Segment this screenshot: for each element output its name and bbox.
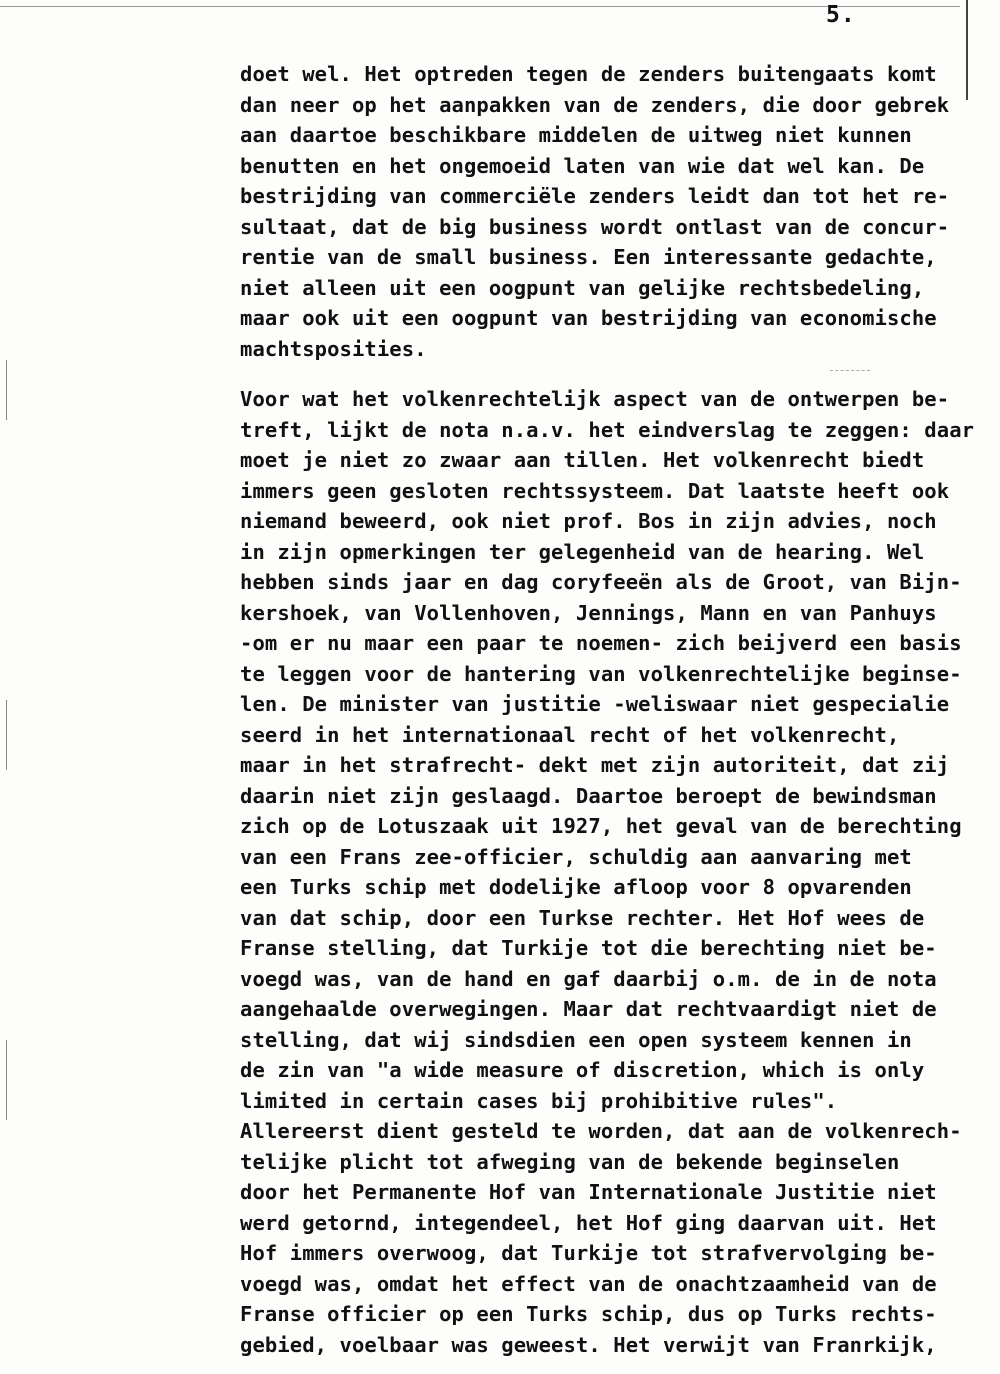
page-number: 5. [826,2,856,28]
text-line: hebben sinds jaar en dag coryfeeën als de Groot, van Bijn- [240,570,962,594]
paragraph [240,59,980,364]
text-line: stelling, dat wij sindsdien een open systeem kennen in [240,1027,912,1052]
left-margin-mark [6,1040,7,1120]
text-line: maar in het strafrecht- dekt met zijn autoriteit, dat zij [240,753,950,777]
pencil-scratch [830,370,870,371]
text-line: seerd in het internationaal recht of het volkenrecht, [240,722,900,747]
text-line: gebied, voelbaar was geweest. Het verwijt van Franrkijk, [240,1332,937,1357]
text-line: te leggen voor de hantering van volkenrechtelijke beginse- [240,661,962,686]
text-line: voegd was, omdat het effect van de onachtzaamheid van de [240,1271,937,1296]
text-line: niemand beweerd, ook niet prof. Bos in zijn advies, noch [240,509,937,533]
text-line: werd getornd, integendeel, het Hof ging daarvan uit. Het [240,1210,937,1235]
text-line: Franse stelling, dat Turkije tot die berechting niet be- [240,936,937,960]
text-line: moet je niet zo zwaar aan tillen. Het volkenrecht biedt [240,448,925,472]
text-line: Hof immers overwoog, dat Turkije tot strafvervolging be- [240,1241,937,1265]
text-line: rentie van de small business. Een interessante gedachte, [240,245,937,269]
text-line: Franse officier op een Turks schip, dus op Turks rechts- [240,1302,937,1326]
text-line: aan daartoe beschikbare middelen de uitweg niet kunnen [240,123,912,147]
text-line: niet alleen uit een oogpunt van gelijke rechtsbedeling, [240,275,925,300]
left-margin-mark [6,700,7,770]
text-line: dan neer op het aanpakken van de zenders, die door gebrek [240,92,950,117]
text-line: kershoek, van Vollenhoven, Jennings, Mann en van Panhuys [240,600,937,625]
text-line: voegd was, van de hand en gaf daarbij o.m. de in de nota [240,966,937,991]
left-margin-mark [6,360,7,420]
text-line: daarin niet zijn geslaagd. Daartoe beroept de bewindsman [240,783,937,808]
text-line: een Turks schip met dodelijke afloop voor 8 opvarenden [240,875,912,899]
text-line: Allereerst dient gesteld te worden, dat aan de volkenrech- [240,1119,962,1143]
text-line: benutten en het ongemoeid laten van wie dat wel kan. De [240,153,925,178]
top-edge-rule [0,6,960,7]
text-line: machtsposities. [240,336,427,361]
text-line: immers geen gesloten rechtssysteem. Dat laatste heeft ook [240,478,950,503]
text-line: door het Permanente Hof van Internationale Justitie niet [240,1180,937,1204]
text-line: bestrijding van commerciële zenders leidt dan tot het re- [240,184,950,208]
text-line: limited in certain cases bij prohibitive rules". [240,1088,838,1113]
paragraph [240,384,980,1360]
text-line: aangehaalde overwegingen. Maar dat rechtvaardigt niet de [240,997,937,1021]
text-line: van een Frans zee-officier, schuldig aan aanvaring met [240,844,912,869]
text-line: treft, lijkt de nota n.a.v. het eindverslag te zeggen: daar [240,417,975,442]
text-line: Voor wat het volkenrechtelijk aspect van de ontwerpen be- [240,387,950,411]
text-line: de zin van "a wide measure of discretion, which is only [240,1058,925,1082]
text-line: -om er nu maar een paar te noemen- zich beijverd een basis [240,631,962,655]
text-line: van dat schip, door een Turkse rechter. Het Hof wees de [240,905,925,930]
text-line: telijke plicht tot afweging van de bekende beginselen [240,1149,900,1174]
text-line: doet wel. Het optreden tegen de zenders buitengaats komt [240,62,937,86]
text-line: sultaat, dat de big business wordt ontlast van de concur- [240,214,950,239]
text-line: zich op de Lotuszaak uit 1927, het geval van de berechting [240,814,962,838]
text-line: maar ook uit een oogpunt van bestrijding van economische [240,306,937,330]
text-line: in zijn opmerkingen ter gelegenheid van de hearing. Wel [240,539,925,564]
text-line: len. De minister van justitie -weliswaar niet gespecialie [240,692,950,716]
